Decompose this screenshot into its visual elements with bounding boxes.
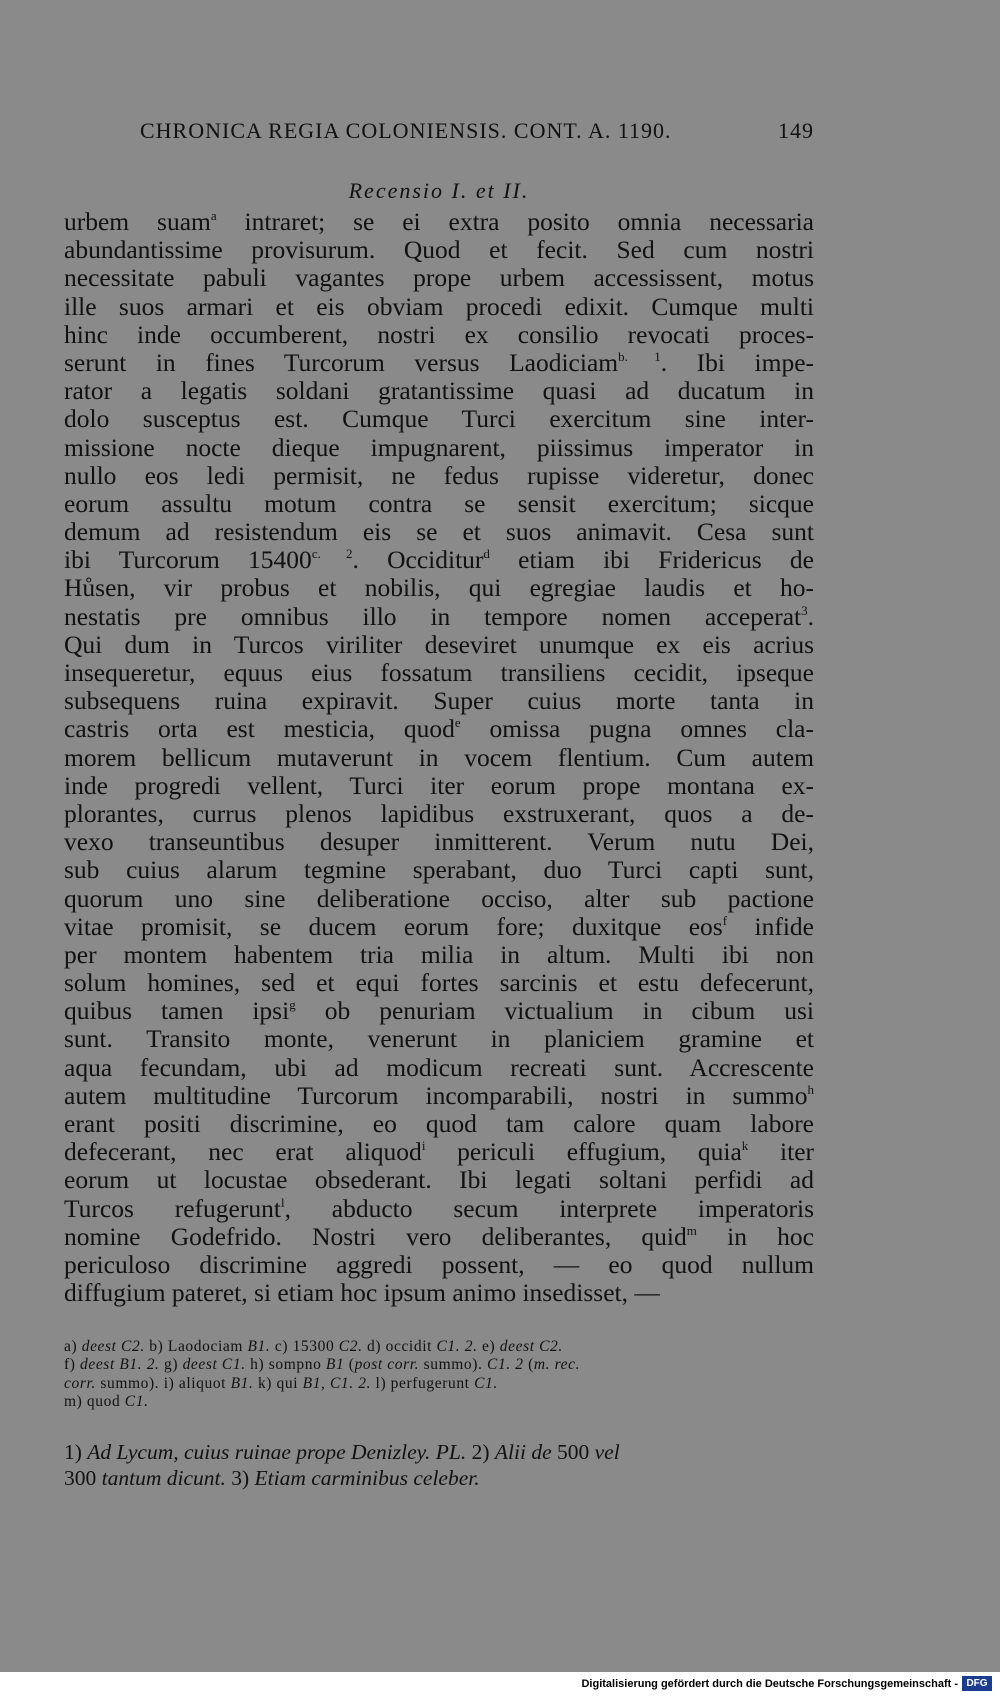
- text-line: [64, 856, 814, 884]
- text-line: [64, 659, 814, 687]
- text-run: demum ad resistendum eis se et suos animavit. Cesa sunt: [64, 517, 814, 547]
- text-run: . Occiditur: [352, 545, 484, 575]
- italic-text: C2.: [338, 1338, 363, 1355]
- text-line: [64, 574, 814, 602]
- text-run: subsequens ruina expiravit. Super cuius morte tanta in: [64, 686, 814, 716]
- text-run: morem bellicum mutaverunt in vocem flentium. Cum autem: [64, 742, 814, 772]
- text-run: quibus tamen ipsi: [64, 996, 290, 1026]
- text-line: [64, 631, 814, 659]
- text-run: aqua fecundam, ubi ad modicum recreati sunt. Accrescente: [64, 1052, 814, 1082]
- text-line: [64, 1279, 814, 1307]
- text-run: dolo susceptus est. Cumque Turci exercitum sine inter-: [64, 404, 814, 434]
- text-line: [64, 236, 814, 264]
- text-line: [64, 264, 814, 292]
- text-line: [64, 1025, 814, 1053]
- text-line: [64, 490, 814, 518]
- text-run: nullo eos ledi permisit, ne fedus rupisse videretur, donec: [64, 460, 814, 490]
- text-run: Hůsen, vir probus et nobilis, qui egregiae laudis et ho-: [64, 573, 814, 603]
- text-run: erant positi discrimine, eo quod tam calore quam labore: [64, 1109, 814, 1138]
- text-run: serunt in fines Turcorum versus Laodiciam: [64, 347, 619, 377]
- text-line: [64, 772, 814, 800]
- recension-heading: Recensio I. et II.: [348, 178, 530, 203]
- italic-text: B1: [325, 1356, 345, 1374]
- italic-text: B1.: [230, 1374, 254, 1392]
- apparatus-line: [64, 1375, 814, 1393]
- text-run: omissa pugna omnes cla-: [460, 714, 814, 744]
- footnote-marker: b. 1: [618, 348, 661, 364]
- text-run: nomine Godefrido. Nostri vero deliberantes, quid: [64, 1221, 687, 1251]
- text-run: inde progredi vellent, Turci iter eorum prope montana ex-: [64, 770, 814, 800]
- text-line: [64, 1223, 814, 1251]
- footnote-line: [64, 1440, 814, 1466]
- text-run: per montem habentem tria milia in altum. Multi ibi non: [64, 939, 814, 969]
- text-run: e): [477, 1338, 500, 1355]
- text-run: abundantissime provisurum. Quod et fecit. Sed cum nostri: [64, 235, 814, 265]
- text-line: [64, 1195, 814, 1223]
- text-run: urbem suam: [64, 207, 211, 236]
- italic-text: C1.: [124, 1392, 149, 1410]
- text-line: [64, 800, 814, 828]
- italic-text: post corr.: [354, 1356, 420, 1374]
- apparatus-line: [64, 1393, 814, 1411]
- italic-text: C1. 2.: [436, 1338, 478, 1355]
- text-run: infide: [727, 911, 814, 941]
- text-line: [64, 462, 814, 490]
- italic-text: deest C2.: [81, 1338, 145, 1355]
- footnote-marker: f: [722, 912, 728, 928]
- text-run: hinc inde occumberent, nostri ex consilio revocati proces-: [64, 319, 814, 349]
- text-run: 3): [225, 1465, 255, 1490]
- running-title: CHRONICA REGIA COLONIENSIS. CONT. A. 1190.: [140, 118, 672, 143]
- footnote-marker: i: [421, 1138, 426, 1154]
- text-line: [64, 828, 814, 856]
- text-run: diffugium pateret, si etiam hoc ipsum animo insedisset, —: [64, 1278, 660, 1308]
- text-line: [64, 1251, 814, 1279]
- text-line: [64, 208, 814, 236]
- text-run: intraret; se ei extra posito omnia necessaria: [216, 207, 814, 236]
- text-run: nestatis pre omnibus illo in tempore nomen acceperat: [64, 601, 802, 631]
- text-run: ob penuriam victualium in cibum usi: [295, 996, 814, 1026]
- text-line: [64, 687, 814, 715]
- text-run: eorum assultu motum contra se sensit exercitum; sicque: [64, 488, 814, 518]
- text-line: [64, 1166, 814, 1194]
- text-run: l) perfugerunt: [371, 1374, 475, 1392]
- text-run: b) Laodociam: [144, 1338, 248, 1355]
- footnote-marker: h: [807, 1081, 814, 1097]
- text-run: plorantes, currus plenos lapidibus exstruxerant, quos a de-: [64, 798, 814, 828]
- italic-text: corr.: [64, 1374, 96, 1392]
- italic-text: deest B1. 2.: [80, 1356, 160, 1374]
- footnote-marker: g: [289, 997, 296, 1013]
- text-run: m) quod: [64, 1392, 125, 1410]
- text-line: [64, 1138, 814, 1166]
- text-run: d) occidit: [362, 1338, 437, 1355]
- text-run: in hoc: [696, 1221, 814, 1251]
- text-run: vexo transeuntibus desuper inmitterent. Verum nutu Dei,: [64, 827, 814, 857]
- text-line: [64, 885, 814, 913]
- text-run: quorum uno sine deliberatione occiso, alter sub pactione: [64, 883, 814, 913]
- text-run: defecerant, nec erat aliquod: [64, 1137, 422, 1167]
- italic-text: C1. 2: [487, 1356, 524, 1374]
- footnote-marker: d: [483, 546, 490, 562]
- italic-text: deest C1.: [182, 1356, 246, 1374]
- running-head: [64, 110, 814, 142]
- digitization-footer: [0, 1672, 1000, 1696]
- text-run: sub cuius alarum tegmine sperabant, duo Turci capti sunt,: [64, 855, 814, 885]
- italic-text: vel: [594, 1440, 620, 1464]
- funding-credit: Digitalisierung gefördert durch die Deutsche Forschungsgemeinschaft -: [581, 1678, 958, 1690]
- text-line: [64, 603, 814, 631]
- text-line: [64, 913, 814, 941]
- italic-text: Alii de: [494, 1440, 552, 1464]
- text-line: [64, 744, 814, 772]
- footnote-line: [64, 1466, 814, 1492]
- text-run: solum homines, sed et equi fortes sarcinis et estu defecerunt,: [64, 968, 814, 998]
- footnote-marker: k: [741, 1138, 749, 1154]
- text-run: Turcos refugerunt: [64, 1193, 281, 1223]
- italic-text: tantum dicunt.: [101, 1465, 226, 1490]
- italic-text: B1, C1. 2.: [302, 1374, 372, 1392]
- text-line: [64, 434, 814, 462]
- apparatus-line: [64, 1338, 814, 1356]
- text-run: summo). i) aliquot: [95, 1374, 231, 1392]
- text-run: missione nocte dieque impugnarent, piissimus imperator in: [64, 432, 814, 462]
- main-text: [64, 208, 814, 1307]
- text-run: 300: [64, 1465, 102, 1490]
- text-run: (: [523, 1356, 534, 1374]
- text-run: c) 15300: [270, 1338, 339, 1355]
- text-run: f): [64, 1356, 80, 1374]
- footnote-marker: l: [280, 1194, 285, 1210]
- footnote-marker: a: [210, 208, 217, 223]
- critical-apparatus: [64, 1338, 814, 1411]
- text-run: etiam ibi Fridericus de: [489, 545, 814, 575]
- text-line: [64, 997, 814, 1025]
- text-run: necessitate pabuli vagantes prope urbem accessissent, motus: [64, 263, 814, 293]
- text-line: [64, 321, 814, 349]
- text-run: periculoso discrimine aggredi possent, — eo quod nullum: [64, 1249, 814, 1279]
- text-run: (: [344, 1356, 355, 1374]
- italic-text: deest C2.: [499, 1338, 563, 1355]
- footnote-marker: m: [686, 1222, 697, 1238]
- text-run: ille suos armari et eis obviam procedi edixit. Cumque multi: [64, 291, 814, 321]
- text-run: insequeretur, equus eius fossatum transiliens cecidit, ipseque: [64, 658, 814, 687]
- italic-text: Ad Lycum, cuius ruinae prope Denizley. PL.: [87, 1440, 467, 1464]
- italic-text: C1.: [474, 1374, 498, 1392]
- text-run: h) sompno: [245, 1356, 326, 1374]
- text-run: iter: [748, 1137, 815, 1167]
- text-run: a): [64, 1338, 82, 1355]
- text-line: [64, 1082, 814, 1110]
- text-run: g): [159, 1356, 183, 1374]
- text-run: summo).: [419, 1356, 487, 1374]
- apparatus-line: [64, 1356, 814, 1374]
- text-line: [64, 546, 814, 574]
- footnote-marker: 3: [801, 602, 808, 618]
- text-line: [64, 405, 814, 433]
- text-line: [64, 941, 814, 969]
- text-run: 500: [551, 1440, 595, 1464]
- text-run: ibi Turcorum 15400: [64, 545, 312, 575]
- italic-text: m. rec.: [533, 1356, 581, 1374]
- text-line: [64, 293, 814, 321]
- text-line: [64, 1054, 814, 1082]
- text-run: k) qui: [253, 1374, 303, 1392]
- text-line: [64, 1110, 814, 1138]
- italic-text: B1.: [247, 1338, 271, 1355]
- dfg-logo: DFG: [962, 1676, 992, 1691]
- italic-text: Etiam carminibus celeber.: [254, 1465, 480, 1490]
- text-run: sunt. Transito monte, venerunt in planiciem gramine et: [64, 1024, 814, 1054]
- text-run: 2): [466, 1440, 495, 1464]
- text-run: , abducto secum interprete imperatoris: [284, 1193, 814, 1223]
- page-number: 149: [778, 118, 814, 143]
- footnotes: [64, 1440, 814, 1491]
- text-line: [64, 969, 814, 997]
- footnote-marker: e: [454, 715, 461, 731]
- text-run: periculi effugium, quia: [425, 1137, 742, 1167]
- text-run: 1): [64, 1440, 88, 1464]
- text-line: [64, 349, 814, 377]
- text-line: [64, 715, 814, 743]
- text-run: castris orta est mesticia, quod: [64, 714, 455, 744]
- text-line: [64, 377, 814, 405]
- text-run: eorum ut locustae obsederant. Ibi legati soltani perfidi ad: [64, 1165, 814, 1195]
- text-run: vitae promisit, se ducem eorum fore; duxitque eos: [64, 911, 723, 941]
- text-run: rator a legatis soldani gratantissime quasi ad ducatum in: [64, 376, 814, 406]
- text-run: .: [807, 601, 814, 631]
- text-run: Qui dum in Turcos viriliter deseviret unumque ex eis acrius: [64, 629, 814, 659]
- text-line: [64, 518, 814, 546]
- text-run: . Ibi impe-: [660, 347, 815, 377]
- footnote-marker: c. 2: [311, 546, 353, 562]
- text-run: autem multitudine Turcorum incomparabili, nostri in summo: [64, 1080, 808, 1110]
